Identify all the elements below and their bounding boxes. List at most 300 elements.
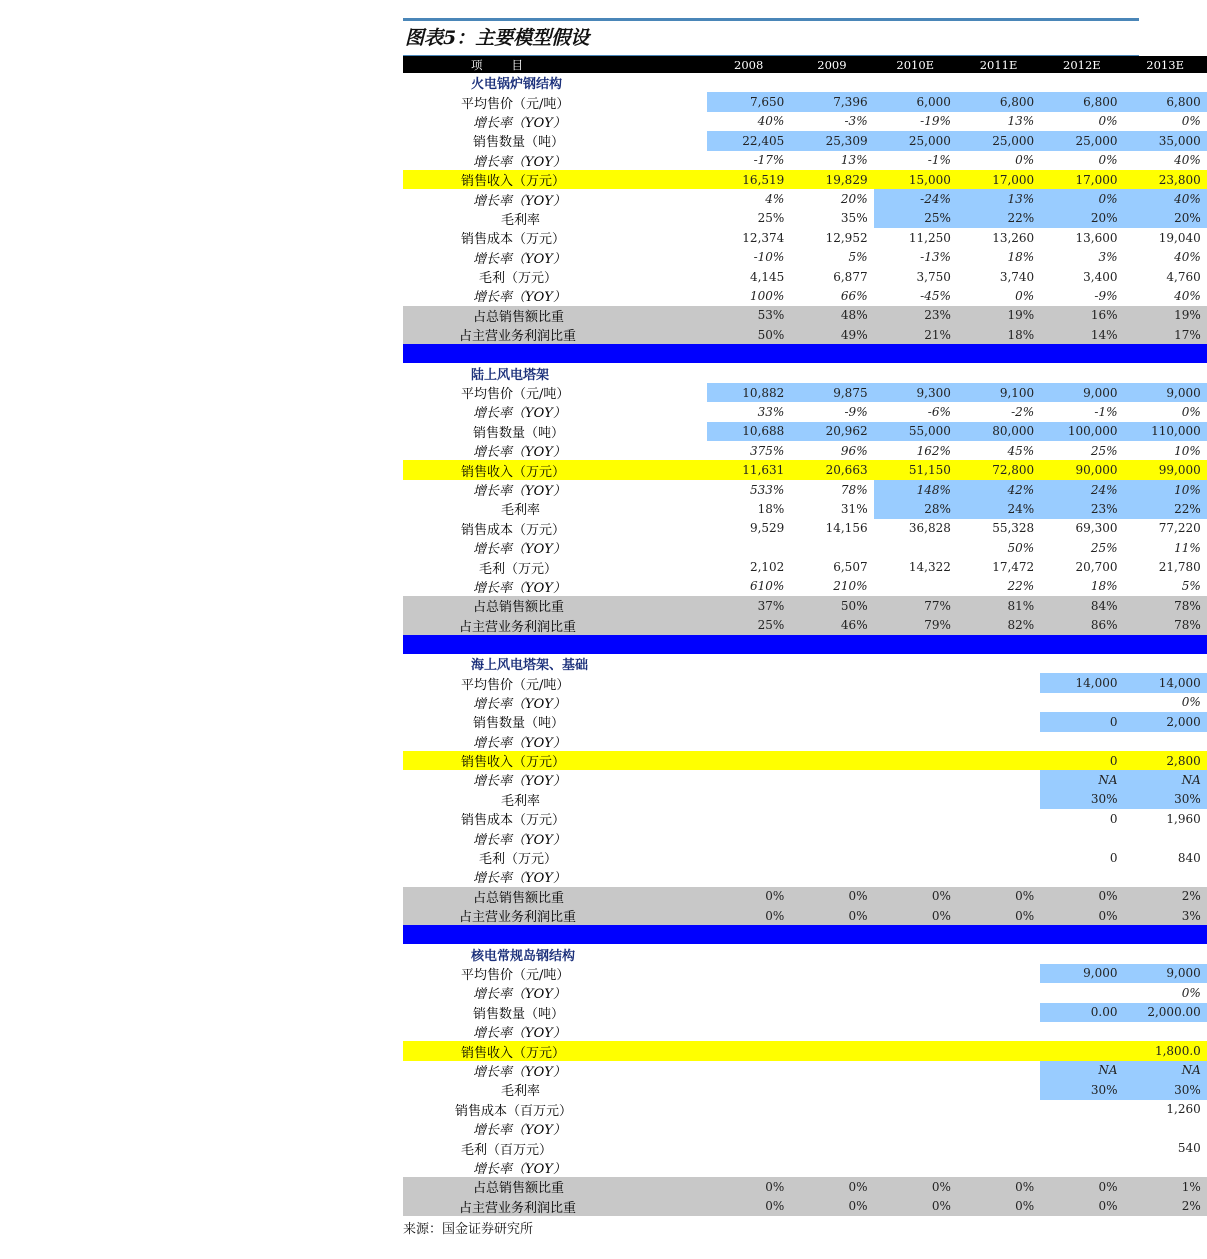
value-cell: 16,519 [707, 170, 790, 189]
value-cell: 12,952 [825, 230, 868, 245]
row-label: 销售收入（万元） [403, 1041, 707, 1060]
row-label: 销售数量（吨） [473, 135, 565, 151]
row-label: 增长率（YOY） [473, 484, 566, 499]
value-cell: NA [1040, 1061, 1123, 1080]
row-label: 销售收入（万元） [403, 751, 707, 770]
value-cell: 20,700 [1075, 560, 1118, 575]
value-cell [874, 848, 957, 867]
value-cell [1040, 1138, 1123, 1157]
empty-cell [1123, 73, 1206, 92]
value-cell: 21,780 [1158, 560, 1201, 575]
value-cell: 4,145 [749, 269, 785, 284]
value-cell: 30% [1123, 1080, 1206, 1099]
value-cell: NA [1123, 770, 1206, 789]
value-cell: 86% [1040, 616, 1123, 635]
value-cell [707, 673, 790, 692]
value-cell [957, 1100, 1040, 1119]
value-cell [874, 538, 957, 557]
value-cell: 6,507 [833, 560, 868, 575]
value-cell: 0% [707, 1177, 790, 1196]
table-row [403, 383, 1207, 402]
table-row [403, 151, 1207, 170]
value-cell [874, 867, 957, 886]
value-cell: 21% [874, 325, 957, 344]
value-cell: NA [1123, 1061, 1206, 1080]
value-cell [1040, 828, 1123, 847]
value-cell: 25% [1090, 443, 1118, 458]
value-cell [957, 1158, 1040, 1177]
row-label: 增长率（YOY） [473, 290, 566, 306]
value-cell [957, 693, 1040, 712]
value-cell: 20,962 [790, 422, 873, 441]
value-cell [874, 693, 957, 712]
table-row [403, 248, 1207, 267]
value-cell [874, 790, 957, 809]
row-label: 增长率（YOY） [473, 987, 566, 1003]
value-cell: 69,300 [1075, 521, 1118, 536]
value-cell: 1,800.0 [1123, 1041, 1206, 1060]
value-cell: 100,000 [1040, 422, 1123, 441]
value-cell: 0% [957, 906, 1040, 925]
value-cell: 7,396 [790, 92, 873, 111]
value-cell: 1% [1123, 1177, 1206, 1196]
table-row [403, 616, 1207, 635]
value-cell: 0% [957, 1177, 1040, 1196]
value-cell: 33% [757, 404, 785, 419]
value-cell [707, 1061, 790, 1080]
value-cell [957, 964, 1040, 983]
value-cell [707, 867, 790, 886]
value-cell [790, 1119, 873, 1138]
figure-title: 图表5：主要模型假设 [405, 27, 590, 49]
value-cell: 14,000 [1123, 673, 1206, 692]
value-cell: 18% [957, 325, 1040, 344]
empty-cell [707, 73, 790, 92]
row-label: 增长率（YOY） [473, 696, 566, 712]
value-cell: 25,000 [874, 131, 957, 150]
value-cell: 0% [957, 887, 1040, 906]
value-cell [707, 732, 790, 751]
empty-cell [1123, 944, 1206, 963]
value-cell: 6,800 [1040, 92, 1123, 111]
row-label: 占主营业务利润比重 [403, 325, 707, 344]
value-cell [874, 1041, 957, 1060]
table-row [403, 596, 1207, 615]
value-cell [707, 1119, 790, 1138]
table-row [403, 1003, 1207, 1022]
value-cell: 0% [1040, 189, 1123, 208]
value-cell: 42% [957, 480, 1040, 499]
empty-cell [957, 363, 1040, 382]
row-label: 毛利（万元） [479, 852, 558, 868]
value-cell: -13% [920, 250, 951, 265]
value-cell: 22% [1007, 579, 1035, 594]
value-cell [707, 1158, 790, 1177]
value-cell [1040, 1022, 1123, 1041]
value-cell: 99,000 [1123, 460, 1206, 479]
table-row [403, 422, 1207, 441]
value-cell [707, 751, 790, 770]
row-label: 占总销售额比重 [403, 596, 707, 615]
value-cell: 0% [1015, 153, 1035, 168]
value-cell: 30% [1040, 790, 1123, 809]
value-cell [707, 1003, 790, 1022]
value-cell: 162% [916, 443, 951, 458]
section-title: 火电锅炉钢结构 [471, 77, 563, 93]
table-row [403, 964, 1207, 983]
value-cell: 0% [1098, 153, 1118, 168]
row-label: 增长率（YOY） [473, 445, 566, 461]
empty-cell [1040, 944, 1123, 963]
value-cell [957, 1061, 1040, 1080]
value-cell: 0% [1040, 906, 1123, 925]
value-cell: 0% [790, 906, 873, 925]
table-row [403, 1061, 1207, 1080]
value-cell: 10,882 [707, 383, 790, 402]
empty-cell [790, 654, 873, 673]
value-cell: 17,000 [957, 170, 1040, 189]
value-cell: 25,000 [1040, 131, 1123, 150]
value-cell: 3,740 [999, 269, 1035, 284]
table-row [403, 131, 1207, 150]
value-cell: -45% [920, 288, 951, 303]
source-note: 来源：国金证券研究所 [403, 1222, 534, 1237]
value-cell [790, 1158, 873, 1177]
table-row [403, 770, 1207, 789]
value-cell: 25,309 [790, 131, 873, 150]
value-cell [874, 1022, 957, 1041]
row-label: 销售成本（百万元） [455, 1103, 573, 1119]
row-label: 毛利（百万元） [461, 1142, 553, 1158]
section-title-row [403, 944, 1207, 963]
value-cell [707, 538, 790, 557]
value-cell [790, 848, 873, 867]
value-cell: 0% [790, 887, 873, 906]
section-separator [403, 925, 1207, 944]
table-row [403, 170, 1207, 189]
value-cell: -17% [753, 153, 785, 168]
value-cell: -1% [927, 153, 951, 168]
value-cell: 19% [1123, 306, 1206, 325]
value-cell [1040, 1158, 1123, 1177]
value-cell [1040, 732, 1123, 751]
table-row [403, 480, 1207, 499]
value-cell [790, 751, 873, 770]
value-cell: 30% [1040, 1080, 1123, 1099]
row-label: 增长率（YOY） [473, 251, 566, 267]
header-year: 2012E [1040, 56, 1123, 73]
value-cell: 81% [957, 596, 1040, 615]
value-cell [707, 790, 790, 809]
value-cell [790, 693, 873, 712]
value-cell [957, 828, 1040, 847]
value-cell: 10% [1174, 443, 1201, 458]
value-cell: 0% [1181, 695, 1201, 710]
row-label: 增长率（YOY） [473, 580, 566, 596]
value-cell [957, 712, 1040, 731]
value-cell [707, 983, 790, 1002]
table-row [403, 673, 1207, 692]
value-cell: 6,800 [957, 92, 1040, 111]
value-cell: 9,000 [1123, 383, 1206, 402]
row-label: 增长率（YOY） [473, 1026, 566, 1042]
value-cell: 40% [1174, 288, 1201, 303]
value-cell: 0% [1181, 114, 1201, 129]
value-cell [1040, 1041, 1123, 1060]
value-cell [790, 1100, 873, 1119]
section-title: 核电常规岛钢结构 [471, 948, 576, 964]
row-label: 平均售价（元/吨） [461, 387, 570, 403]
value-cell: 2% [1123, 1196, 1206, 1215]
value-cell: 0% [707, 906, 790, 925]
table-row [403, 828, 1207, 847]
value-cell: 40% [1174, 153, 1201, 168]
value-cell: 30% [1123, 790, 1206, 809]
row-label: 平均售价（元/吨） [461, 96, 570, 112]
value-cell: 2,102 [749, 560, 785, 575]
value-cell: 0% [1098, 114, 1118, 129]
value-cell: 0% [957, 1196, 1040, 1215]
table-row [403, 209, 1207, 228]
value-cell: 3% [1123, 906, 1206, 925]
value-cell: 14,156 [825, 521, 868, 536]
header-year: 2013E [1123, 56, 1206, 73]
empty-cell [707, 363, 790, 382]
value-cell: 77,220 [1158, 521, 1201, 536]
table-row [403, 460, 1207, 479]
row-label: 占主营业务利润比重 [403, 616, 707, 635]
row-label: 销售数量（吨） [473, 425, 565, 441]
section-separator [403, 344, 1207, 363]
value-cell: 13% [840, 153, 868, 168]
value-cell [707, 1138, 790, 1157]
value-cell: 23% [1040, 499, 1123, 518]
empty-cell [874, 944, 957, 963]
value-cell: 0% [790, 1177, 873, 1196]
value-cell: 10% [1123, 480, 1206, 499]
value-cell [874, 1080, 957, 1099]
table-row [403, 112, 1207, 131]
value-cell: -6% [927, 404, 951, 419]
value-cell: 0% [790, 1196, 873, 1215]
value-cell: 20% [1123, 209, 1206, 228]
value-cell [957, 1138, 1040, 1157]
value-cell: NA [1040, 770, 1123, 789]
header-item: 项 目 [403, 56, 707, 73]
value-cell [874, 1158, 957, 1177]
empty-cell [1040, 73, 1123, 92]
value-cell [790, 1022, 873, 1041]
value-cell: 840 [1177, 850, 1201, 865]
value-cell [957, 1080, 1040, 1099]
value-cell: 0 [1040, 751, 1123, 770]
section-title-row [403, 73, 1207, 92]
table-row [403, 402, 1207, 421]
value-cell [1040, 1119, 1123, 1138]
value-cell [707, 1041, 790, 1060]
table-row [403, 499, 1207, 518]
value-cell: 540 [1177, 1141, 1201, 1155]
value-cell: 14,000 [1040, 673, 1123, 692]
value-cell: 3% [1098, 250, 1118, 265]
value-cell: 0 [1040, 712, 1123, 731]
value-cell: 1,960 [1166, 811, 1201, 826]
value-cell: 40% [757, 114, 785, 129]
value-cell: 110,000 [1123, 422, 1206, 441]
value-cell: 51,150 [874, 460, 957, 479]
model-assumptions-figure [403, 18, 1201, 1216]
value-cell: 23% [874, 306, 957, 325]
value-cell: 17,000 [1040, 170, 1123, 189]
table-row [403, 732, 1207, 751]
value-cell: 0% [1040, 887, 1123, 906]
empty-cell [874, 654, 957, 673]
table-row [403, 693, 1207, 712]
table-row [403, 1022, 1207, 1041]
value-cell: 20,663 [790, 460, 873, 479]
value-cell [874, 732, 957, 751]
value-cell [1040, 867, 1123, 886]
table-row [403, 1138, 1207, 1157]
header-year: 2011E [957, 56, 1040, 73]
value-cell [1123, 732, 1206, 751]
value-cell: 20% [840, 192, 868, 207]
value-cell [957, 1119, 1040, 1138]
value-cell [790, 809, 873, 828]
value-cell: 9,100 [957, 383, 1040, 402]
row-label: 销售数量（吨） [473, 1006, 565, 1022]
value-cell: 11,250 [908, 230, 951, 245]
row-label: 毛利（万元） [479, 561, 558, 577]
empty-cell [707, 944, 790, 963]
value-cell: 40% [1174, 250, 1201, 265]
value-cell: 13% [1007, 114, 1035, 129]
value-cell: 55,000 [874, 422, 957, 441]
value-cell [790, 964, 873, 983]
value-cell [707, 712, 790, 731]
row-label: 销售成本（万元） [461, 232, 566, 248]
table-row [403, 441, 1207, 460]
row-label: 占总销售额比重 [403, 887, 707, 906]
value-cell: 19,040 [1158, 230, 1201, 245]
row-label: 增长率（YOY） [473, 871, 566, 887]
value-cell [790, 867, 873, 886]
value-cell [1123, 867, 1206, 886]
table-row [403, 1177, 1207, 1196]
value-cell: 17% [1123, 325, 1206, 344]
row-label: 占主营业务利润比重 [403, 906, 707, 925]
value-cell: 50% [707, 325, 790, 344]
empty-cell [874, 363, 957, 382]
value-cell [874, 673, 957, 692]
value-cell: 31% [840, 501, 868, 516]
value-cell: 0% [1181, 404, 1201, 419]
value-cell: 17,472 [992, 560, 1035, 575]
value-cell: 9,529 [749, 521, 785, 536]
value-cell: -2% [1011, 404, 1035, 419]
value-cell: 22% [957, 209, 1040, 228]
value-cell: 0% [874, 1177, 957, 1196]
value-cell: 0% [1015, 288, 1035, 303]
row-label: 增长率（YOY） [473, 154, 566, 170]
empty-cell [874, 73, 957, 92]
value-cell: 37% [707, 596, 790, 615]
value-cell [790, 1003, 873, 1022]
table-row [403, 983, 1207, 1002]
value-cell [1040, 693, 1123, 712]
value-cell [1123, 1022, 1206, 1041]
row-label: 毛利率 [501, 1084, 541, 1100]
value-cell: 0 [1109, 850, 1118, 865]
table-row [403, 848, 1207, 867]
value-cell [790, 673, 873, 692]
value-cell: 50% [790, 596, 873, 615]
value-cell [707, 1100, 790, 1119]
value-cell [1040, 1100, 1123, 1119]
value-cell: 25% [707, 616, 790, 635]
table-row [403, 712, 1207, 731]
table-row [403, 325, 1207, 344]
value-cell [707, 828, 790, 847]
table-row [403, 189, 1207, 208]
table-row [403, 790, 1207, 809]
row-label: 增长率（YOY） [473, 115, 566, 131]
value-cell: 49% [790, 325, 873, 344]
empty-cell [1040, 654, 1123, 673]
separator-bar [403, 635, 1207, 654]
row-label: 销售成本（万元） [461, 522, 566, 538]
value-cell: 0% [874, 906, 957, 925]
value-cell [790, 790, 873, 809]
value-cell: 13,260 [992, 230, 1035, 245]
value-cell: 90,000 [1040, 460, 1123, 479]
table-row [403, 286, 1207, 305]
value-cell: 0% [874, 887, 957, 906]
header-year: 2008 [707, 56, 790, 73]
row-label: 平均售价（元/吨） [461, 967, 570, 983]
value-cell: 12,374 [742, 230, 785, 245]
section-title: 海上风电塔架、基础 [471, 658, 589, 674]
value-cell [874, 1003, 957, 1022]
table-row [403, 519, 1207, 538]
value-cell [790, 1138, 873, 1157]
value-cell: 610% [749, 579, 785, 594]
value-cell [707, 1080, 790, 1099]
section-title-row [403, 654, 1207, 673]
value-cell: 0.00 [1040, 1003, 1123, 1022]
empty-cell [790, 73, 873, 92]
value-cell [790, 983, 873, 1002]
value-cell: 0% [707, 887, 790, 906]
value-cell: 40% [1123, 189, 1206, 208]
value-cell [1123, 1158, 1206, 1177]
row-label: 增长率（YOY） [473, 1161, 566, 1177]
value-cell [957, 848, 1040, 867]
row-label: 增长率（YOY） [473, 406, 566, 422]
value-cell: -10% [753, 250, 785, 265]
table-row [403, 228, 1207, 247]
value-cell: 22,405 [707, 131, 790, 150]
table-row [403, 809, 1207, 828]
value-cell: 96% [840, 443, 868, 458]
value-cell: 25,000 [957, 131, 1040, 150]
value-cell: 6,877 [833, 269, 868, 284]
empty-cell [957, 654, 1040, 673]
row-label: 增长率（YOY） [473, 1064, 566, 1080]
value-cell [874, 983, 957, 1002]
table-row [403, 577, 1207, 596]
table-row [403, 867, 1207, 886]
